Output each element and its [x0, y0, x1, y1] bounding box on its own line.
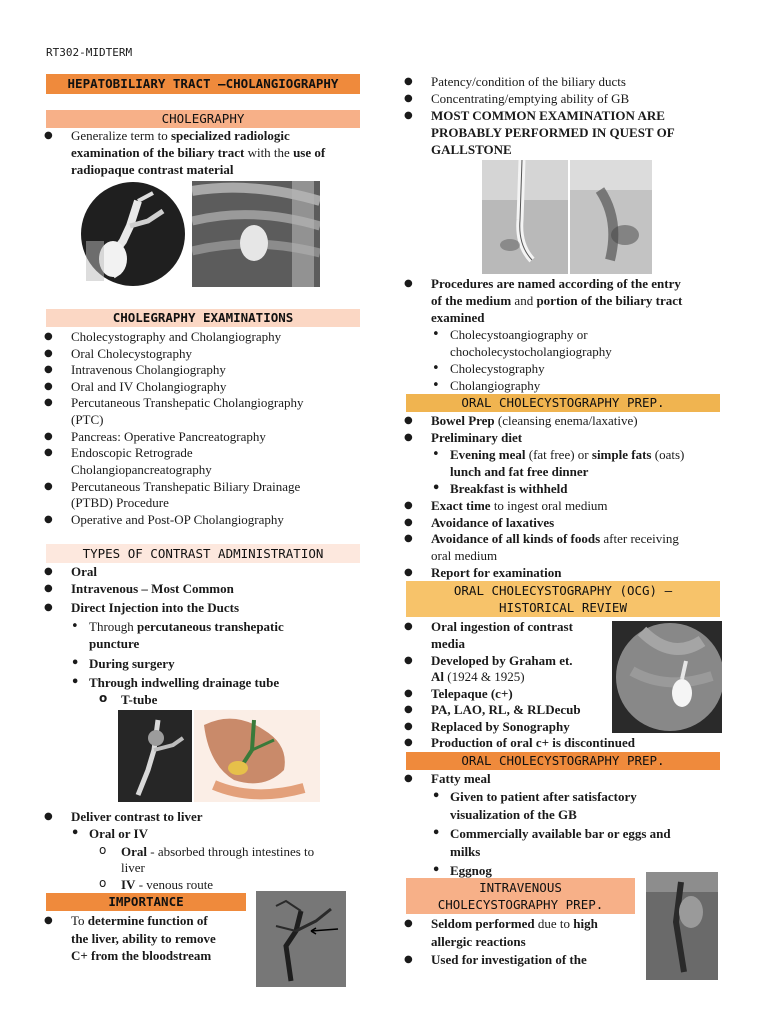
- procedures-line1: ● Procedures are named according of the entry: [431, 275, 681, 292]
- main-title: HEPATOBILIARY TRACT –CHOLANGIOGRAPHY: [46, 74, 360, 94]
- common-line1: ● MOST COMMON EXAMINATION ARE: [431, 107, 665, 124]
- exam-item: ● Endoscopic Retrograde: [71, 444, 193, 461]
- ocg-discontinued: ● Production of oral c+ is discontinued: [431, 734, 635, 751]
- right-item: ● Concentrating/emptying ability of GB: [431, 90, 629, 107]
- fatty-bar-cont: milks: [450, 844, 481, 859]
- direct-sub-tube: • Through indwelling drainage tube: [89, 674, 279, 691]
- ocg-ingest-cont: media: [431, 636, 465, 651]
- ocp2-heading: ORAL CHOLECYSTOGRAPHY PREP.: [406, 752, 720, 770]
- fatty-eggnog: • Eggnog: [450, 862, 492, 879]
- procedures-line3: examined: [431, 310, 485, 325]
- exam-item-cont: (PTC): [71, 412, 104, 427]
- exam-item: ● Intravenous Cholangiography: [71, 361, 226, 378]
- exam-item: ● Percutaneous Transhepatic Biliary Drainage: [71, 478, 300, 495]
- cholangiogram-xray-image: [78, 181, 188, 287]
- gallbladder-xray-image-1: [482, 160, 568, 274]
- type-item: ● Oral: [71, 563, 97, 580]
- cholegraphy-def-line3: radiopaque contrast material: [71, 162, 234, 177]
- prep-report: ● Report for examination: [431, 564, 561, 581]
- ttube-xray-image: [118, 710, 192, 802]
- direct-sub-surgery: • During surgery: [89, 655, 175, 672]
- oral-iv-item: • Oral or IV: [89, 825, 148, 842]
- ivc-seldom-cont: allergic reactions: [431, 934, 526, 949]
- proc-sub-item: • Cholangiography: [450, 377, 540, 394]
- deliver-item: ● Deliver contrast to liver: [71, 808, 203, 825]
- prep-foods: ● Avoidance of all kinds of foods after receiving: [431, 530, 679, 547]
- cholegraphy-heading: CHOLEGRAPHY: [46, 110, 360, 128]
- ocg-replaced: ● Replaced by Sonography: [431, 718, 570, 735]
- oral-route-item: o Oral - absorbed through intestines to: [121, 843, 314, 860]
- prep-diet: ● Preliminary diet: [431, 429, 522, 446]
- exam-item: ● Oral and IV Cholangiography: [71, 378, 226, 395]
- cholegraphy-def-line1: ● Generalize term to specialized radiologic: [71, 127, 290, 144]
- prep-laxatives: ● Avoidance of laxatives: [431, 514, 554, 531]
- ocg-graham: ● Developed by Graham et.: [431, 652, 573, 669]
- direct-sub-ptc: • Through percutaneous transhepatic: [89, 618, 284, 635]
- type-item: ● Direct Injection into the Ducts: [71, 599, 239, 616]
- prep-evening: • Evening meal (fat free) or simple fats (oats): [450, 446, 684, 463]
- importance-line3: C+ from the bloodstream: [71, 948, 212, 963]
- importance-line2: the liver, ability to remove: [71, 931, 216, 946]
- right-item: ● Patency/condition of the biliary ducts: [431, 73, 626, 90]
- ivc-seldom: ● Seldom performed due to high: [431, 915, 598, 932]
- importance-line1: ● To determine function of: [71, 912, 208, 929]
- ocg-xray-image: [612, 621, 722, 733]
- oral-route-cont: liver: [121, 860, 145, 875]
- exam-item: ● Pancreas: Operative Pancreatography: [71, 428, 266, 445]
- proc-sub-item-cont: chocholecystocholangiography: [450, 344, 612, 359]
- ocg-heading: ORAL CHOLECYSTOGRAPHY (OCG) – HISTORICAL REVIEW: [406, 581, 720, 617]
- abdominal-xray-image: [192, 181, 320, 287]
- type-item: ● Intravenous – Most Common: [71, 580, 234, 597]
- exam-item-cont: (PTBD) Procedure: [71, 495, 169, 510]
- procedures-line2: of the medium and portion of the biliary tract: [431, 293, 683, 308]
- types-heading: TYPES OF CONTRAST ADMINISTRATION: [46, 544, 360, 563]
- ocg-telepaque: ● Telepaque (c+): [431, 685, 513, 702]
- common-line3: GALLSTONE: [431, 142, 512, 157]
- cholegraphy-def-line2: examination of the biliary tract with the use of: [71, 145, 326, 160]
- direct-sub-ttube: o T-tube: [121, 691, 157, 708]
- prep-lunch: lunch and fat free dinner: [450, 464, 589, 479]
- common-line2: PROBABLY PERFORMED IN QUEST OF: [431, 125, 675, 140]
- iv-route-item: o IV - venous route: [121, 876, 213, 893]
- prep-exact: ● Exact time to ingest oral medium: [431, 497, 608, 514]
- prep-breakfast: • Breakfast is withheld: [450, 480, 568, 497]
- ocg-graham-cont: Al (1924 & 1925): [431, 669, 525, 684]
- exam-item: ● Percutaneous Transhepatic Cholangiography: [71, 394, 304, 411]
- exams-heading: CHOLEGRAPHY EXAMINATIONS: [46, 309, 360, 327]
- ivc-used: ● Used for investigation of the: [431, 951, 587, 968]
- course-label: RT302-MIDTERM: [46, 46, 133, 59]
- direct-sub-ptc-cont: puncture: [89, 636, 140, 651]
- ocp-heading: ORAL CHOLECYSTOGRAPHY PREP.: [406, 394, 720, 412]
- fatty-meal: ● Fatty meal: [431, 770, 491, 787]
- fatty-given: • Given to patient after satisfactory: [450, 788, 637, 805]
- exam-item: ● Operative and Post-OP Cholangiography: [71, 511, 284, 528]
- ocg-views: ● PA, LAO, RL, & RLDecub: [431, 701, 581, 718]
- exam-item: ● Cholecystography and Cholangiography: [71, 328, 281, 345]
- exam-item: ● Oral Cholecystography: [71, 345, 192, 362]
- ivc-xray-image: [646, 872, 718, 980]
- prep-bowel: ● Bowel Prep (cleansing enema/laxative): [431, 412, 638, 429]
- proc-sub-item: • Cholecystoangiography or: [450, 326, 588, 343]
- gallbladder-xray-image-2: [570, 160, 652, 274]
- ivc-heading: INTRAVENOUS CHOLECYSTOGRAPHY PREP.: [406, 878, 635, 914]
- prep-foods-cont: oral medium: [431, 548, 498, 563]
- fatty-bar: • Commercially available bar or eggs and: [450, 825, 671, 842]
- ttube-diagram-image: [194, 710, 320, 802]
- exam-item-cont: Cholangiopancreatography: [71, 462, 212, 477]
- proc-sub-item: • Cholecystography: [450, 360, 545, 377]
- fatty-given-cont: visualization of the GB: [450, 807, 577, 822]
- liver-xray-image: [256, 891, 346, 987]
- ocg-ingest: ● Oral ingestion of contrast: [431, 618, 573, 635]
- importance-heading: IMPORTANCE: [46, 893, 246, 911]
